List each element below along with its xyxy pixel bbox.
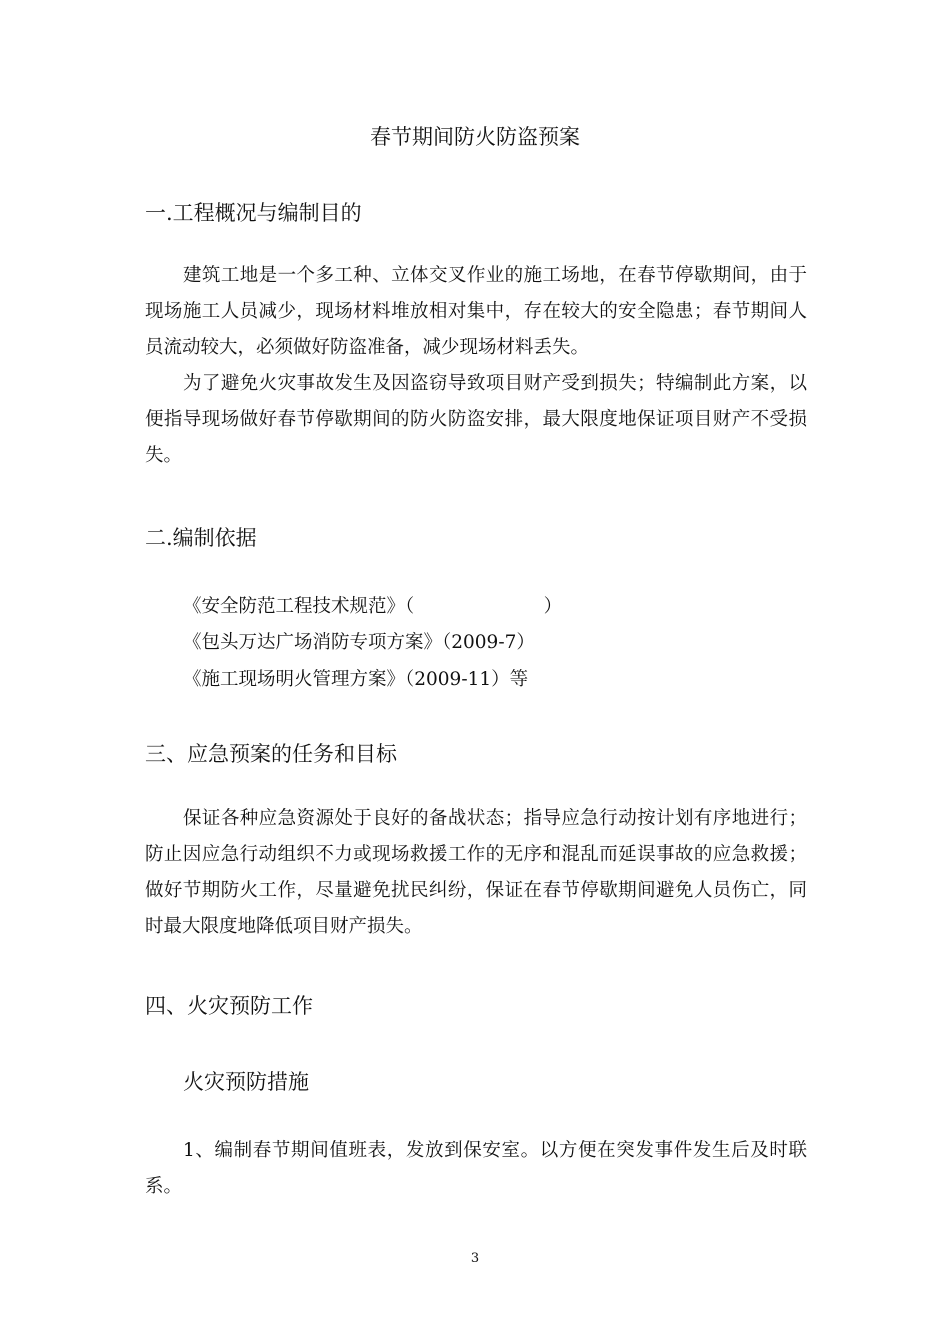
subheading-fire-measures: 火灾预防措施 (183, 1070, 309, 1094)
paragraph-overview-2: 为了避免火灾事故发生及因盗窃导致项目财产受到损失；特编制此方案，以便指导现场做好春节停歇期间的防火防盗安排，最大限度地保证项目财产不受损失。 (145, 373, 807, 466)
paragraph-tasks: 保证各种应急资源处于良好的备战状态；指导应急行动按计划有序地进行；防止因应急行动组织不力或现场救援工作的无序和混乱而延误事故的应急救援；做好节期防火工作，尽量避免扰民纠纷，保证在春节停歇期间避免人员伤亡，同时最大限度地降低项目财产损失。 (145, 808, 807, 937)
reference-item: 《包头万达广场消防专项方案》（2009-7） (183, 632, 535, 653)
document-title: 春节期间防火防盗预案 (370, 125, 580, 149)
section-heading-overview: 一.工程概况与编制目的 (145, 201, 362, 225)
section-heading-tasks: 三、应急预案的任务和目标 (145, 742, 397, 766)
page-number: 3 (470, 1251, 480, 1266)
paragraph-overview-1: 建筑工地是一个多工种、立体交叉作业的施工场地，在春节停歇期间，由于现场施工人员减少，现场材料堆放相对集中，存在较大的安全隐患；春节期间人员流动较大，必须做好防盗准备，减少现场材料丢失。 (145, 265, 807, 358)
section-heading-basis: 二.编制依据 (145, 526, 257, 550)
section-heading-fire-prevention: 四、火灾预防工作 (145, 994, 313, 1018)
paragraph-measure-1: 1、编制春节期间值班表，发放到保安室。以方便在突发事件发生后及时联系。 (145, 1140, 807, 1197)
reference-item: 《安全防范工程技术规范》（ ） (183, 596, 563, 617)
reference-item: 《施工现场明火管理方案》（2009-11）等 (183, 669, 529, 690)
